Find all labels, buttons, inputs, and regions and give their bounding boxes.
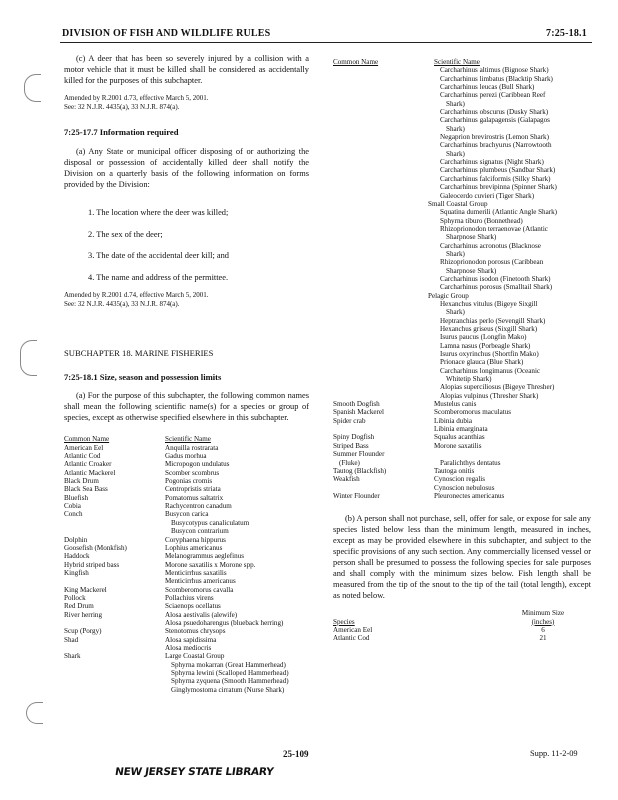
shark-group-label: Pelagic Group (428, 291, 469, 300)
scientific-name-cell: Scomberomorus cavalla (165, 585, 234, 594)
table-row (333, 433, 591, 441)
common-name-cell: Haddock (64, 552, 90, 561)
scientific-name-cell: Centropristis striata (165, 485, 221, 494)
common-name-cell (64, 686, 165, 694)
table-row (64, 602, 309, 610)
scientific-name-cell: Libinia dubia (434, 416, 473, 425)
scientific-name-cell: Scomberomorus maculatus (434, 408, 512, 417)
common-name-cell: Spider crab (333, 416, 366, 425)
section-heading-17-7: 7:25-17.7 Information required (64, 127, 179, 138)
common-name-cell (64, 527, 165, 535)
table-row (64, 544, 309, 552)
species-cell: Atlantic Cod (333, 634, 370, 643)
table-row (64, 561, 309, 569)
shark-group-label: Small Coastal Group (428, 199, 488, 208)
scientific-name-cell (434, 450, 591, 458)
paragraph-17-7-a: (a) Any State or municipal officer disposing of or authorizing the disposal or possession of accidentally killed deer shall notify the Division on a quarterly basis of the following information on forms provided by the Division: (64, 147, 309, 190)
table-row (64, 494, 309, 502)
table-row (333, 450, 591, 458)
table-row (333, 459, 591, 467)
shark-species-line: Rhizoprionodon porosus (Caribbean (440, 258, 544, 267)
shark-species-line: Prionace glauca (Blue Shark) (440, 358, 524, 367)
col-species: Species (333, 617, 355, 626)
scientific-name-cell: Gadus morhua (165, 452, 207, 461)
common-name-cell: (Fluke) (339, 458, 360, 467)
table-row (333, 634, 591, 642)
col-common-name: Common Name (333, 58, 379, 66)
common-name-cell: Dolphin (64, 535, 88, 544)
common-name-cell: Atlantic Cod (64, 452, 101, 461)
table-row (64, 619, 309, 627)
running-header-title: DIVISION OF FISH AND WILDLIFE RULES (62, 28, 271, 39)
shark-species-line: Isurus oxyrinchus (Shortfin Mako) (440, 350, 539, 359)
common-name-cell: Atlantic Mackerel (64, 468, 116, 477)
scientific-name-cell: Sphyrna mokarran (Great Hammerhead) (171, 660, 286, 669)
common-name-cell (333, 425, 434, 433)
common-name-cell: Smooth Dogfish (333, 400, 380, 409)
scientific-name-cell: Mustelus canis (434, 400, 477, 409)
table-row (333, 467, 591, 475)
shark-species-line: Sharpnose Shark) (446, 266, 497, 275)
scientific-name-cell: Alosa aestivalis (alewife) (165, 610, 238, 619)
minimum-size-table (333, 609, 591, 642)
scientific-name-cell: Ginglymostoma cirratum (Nurse Shark) (171, 685, 285, 694)
common-name-cell (64, 577, 165, 585)
common-name-cell (64, 619, 165, 627)
table-row (64, 611, 309, 619)
common-name-cell: Tautog (Blackfish) (333, 466, 387, 475)
shark-species-line: Carcharhinus falciformis (Silky Shark) (440, 174, 551, 183)
library-stamp: NEW JERSEY STATE LIBRARY (114, 766, 275, 778)
size-cell: 21 (539, 634, 547, 643)
scientific-name-cell: Rachycentron canadum (165, 502, 232, 511)
table-row (64, 552, 309, 560)
table-row (64, 627, 309, 635)
common-name-cell: American Eel (64, 443, 104, 452)
species-cell: American Eel (333, 625, 373, 634)
table-row (64, 527, 309, 535)
list-item: 1. The location where the deer was killed; (88, 208, 229, 218)
common-name-cell (333, 484, 434, 492)
scientific-name-cell: Sphyrna lewini (Scalloped Hammerhead) (171, 669, 289, 677)
shark-species-line: Carcharhinus brevipinna (Spinner Shark) (440, 183, 557, 192)
shark-species-line: Carcharhinus signatus (Night Shark) (440, 158, 544, 167)
scientific-name-cell: Busycotypus canaliculatum (171, 518, 250, 527)
common-name-cell: Black Sea Bass (64, 485, 108, 494)
table-row (64, 469, 309, 477)
table-row (64, 577, 309, 585)
shark-species-line: Carcharhinus limbatus (Blacktip Shark) (440, 74, 553, 83)
common-name-cell: Conch (64, 510, 83, 519)
shark-species-line: Shark) (446, 308, 465, 317)
table-row (64, 502, 309, 510)
section-heading-18-1: 7:25-18.1 Size, season and possession limits (64, 372, 222, 383)
common-name-cell: Striped Bass (333, 441, 369, 450)
common-name-cell (64, 661, 165, 669)
supplement-date: Supp. 11-2-09 (530, 749, 578, 758)
table-row (64, 669, 309, 677)
scientific-name-cell: Melanogrammus aeglefinus (165, 552, 244, 561)
shark-species-line: Carcharhinus isodon (Finetooth Shark) (440, 274, 551, 283)
scientific-name-cell: Paralichthys dentatus (440, 458, 501, 467)
shark-species-line: Isurus paucus (Longfin Mako) (440, 333, 527, 342)
table-row (64, 569, 309, 577)
scientific-name-cell: Coryphaena hippurus (165, 535, 226, 544)
size-cell: 6 (541, 625, 545, 634)
scientific-name-cell: Pogonias cromis (165, 477, 213, 486)
col-common-name: Common Name (64, 435, 110, 444)
shark-species-line: Carcharhinus perezi (Caribbean Reef (440, 91, 546, 100)
shark-species-line: Carcharhinus porosus (Smalltail Shark) (440, 283, 553, 292)
scientific-name-cell: Morone saxatilis (434, 441, 482, 450)
table-row (64, 652, 309, 660)
shark-species-line: Carcharhinus acronotus (Blacknose (440, 241, 541, 250)
shark-species-line: Carcharhinus plumbeus (Sandbar Shark) (440, 166, 556, 175)
table-row (333, 425, 591, 433)
list-item: 3. The date of the accidental deer kill; and (88, 251, 229, 261)
table-row (64, 536, 309, 544)
common-name-cell: Shad (64, 635, 79, 644)
table-row (64, 594, 309, 602)
table-row (333, 484, 591, 492)
shark-species-line: Carcharhinus galapagensis (Galapagos (440, 116, 550, 125)
scientific-name-cell: Scomber scombrus (165, 468, 220, 477)
table-row (333, 492, 591, 500)
table-row (64, 677, 309, 685)
shark-species-line: Carcharhinus brachyurus (Narrowtooth (440, 141, 552, 150)
shark-species-line: Hexanchus vitulus (Bigeye Sixgill (440, 299, 538, 308)
col-scientific-name: Scientific Name (434, 58, 480, 66)
shark-species-line: Shark) (446, 99, 465, 108)
col-scientific-name: Scientific Name (165, 435, 211, 444)
scientific-name-cell: Alosa psuedoharengus (blueback herring) (165, 618, 284, 627)
info-list (64, 202, 309, 288)
scientific-name-cell: Busycon contrarium (171, 527, 229, 536)
table-row (64, 686, 309, 694)
left-column (64, 53, 309, 694)
shark-species-line: Whitetip Shark) (446, 375, 492, 384)
table-row (64, 444, 309, 452)
common-name-cell: Weakfish (333, 475, 360, 484)
right-column (333, 58, 591, 643)
amendment-note-1: Amended by R.2001 d.73, effective March 5, 2001. See: 32 N.J.R. 4435(a), 33 N.J.R. 874(a). (64, 94, 209, 111)
paragraph-c: (c) A deer that has been so severely injured by a collision with a motor vehicle that it must be killed shall be considered as accidentally killed for the purposes of this subchapter. (64, 54, 309, 85)
table-row (64, 636, 309, 644)
scientific-name-cell: Menticirrhus saxatilis (165, 568, 227, 577)
shark-species-line: Negaprion brevirostris (Lemon Shark) (440, 133, 549, 142)
scientific-name-cell: Sphyrna zyquena (Smooth Hammerhead) (171, 677, 289, 686)
header-rule (60, 42, 592, 43)
binder-hole-mark (20, 340, 37, 376)
shark-species-line: Carcharhinus leucas (Bull Shark) (440, 83, 535, 92)
table-row (64, 510, 309, 518)
table-row (64, 460, 309, 468)
shark-species-line: Shark) (446, 149, 465, 158)
table-row (64, 477, 309, 485)
common-name-cell: Goosefish (Monkfish) (64, 543, 127, 552)
common-name-cell: River herring (64, 610, 103, 619)
scientific-name-cell: Pleuronectes americanus (434, 491, 505, 500)
common-name-cell: Pollock (64, 593, 86, 602)
scientific-name-cell: Libinia emarginata (434, 425, 488, 434)
amendment-note-2: Amended by R.2001 d.74, effective March 5, 2001. See: 32 N.J.R. 4435(a), 33 N.J.R. 874(a). (64, 291, 209, 308)
common-name-cell: Atlantic Croaker (64, 460, 112, 469)
scientific-name-cell: Morone saxatilis x Morone spp. (165, 560, 256, 569)
table-row (333, 475, 591, 483)
scientific-name-cell: Large Coastal Group (165, 652, 225, 661)
shark-species-line: Shark) (446, 124, 465, 133)
table-row (333, 626, 591, 634)
scientific-name-cell: Pomatomus saltatrix (165, 493, 224, 502)
shark-species-line: Sphyrna tiburo (Bonnethead) (440, 216, 523, 225)
shark-species-line: Heptranchias perlo (Sevengill Shark) (440, 316, 546, 325)
table-row (64, 485, 309, 493)
table-row (64, 661, 309, 669)
scientific-name-cell: Micropogon undulatus (165, 460, 230, 469)
scientific-name-cell: Lophius americanus (165, 543, 223, 552)
paragraph-18-1-a: (a) For the purpose of this subchapter, the following common names shall mean the following scientific name(s) for a species or group of species, except as otherwise specified elsewhere in this subchapter. (64, 391, 309, 423)
shark-species-line: Hexanchus griseus (Sixgill Shark) (440, 325, 538, 333)
common-name-cell: Bluefish (64, 493, 89, 502)
species-table-left (64, 435, 309, 694)
subchapter-heading: SUBCHAPTER 18. MARINE FISHERIES (64, 348, 214, 359)
table-row (64, 586, 309, 594)
common-name-cell: Cobia (64, 502, 81, 511)
table-row (333, 400, 591, 408)
common-name-cell: Black Drum (64, 477, 99, 486)
shark-species-line: Sharpnose Shark) (446, 233, 497, 242)
col-minimum-size: Minimum Size (521, 609, 565, 618)
running-header-section: 7:25-18.1 (546, 28, 587, 39)
shark-species-line: Rhizoprionodon terraenovae (Atlantic (440, 224, 548, 233)
common-name-cell (64, 644, 165, 652)
scientific-name-cell: Squalus acanthias (434, 433, 485, 442)
common-name-cell (64, 669, 165, 677)
shark-species-line: Alopias vulpinus (Thresher Shark) (440, 391, 539, 400)
table-header (333, 58, 591, 66)
list-item: 4. The name and address of the permittee. (88, 272, 229, 282)
shark-species-line: Galeocerdo cuvieri (Tiger Shark) (440, 191, 535, 200)
list-item: 2. The sex of the deer; (88, 229, 163, 239)
common-name-cell: Spanish Mackerel (333, 408, 385, 417)
margin-mark (26, 702, 43, 724)
scientific-name-cell: Tautoga onitis (434, 466, 475, 475)
common-name-cell: Shark (64, 652, 81, 661)
table-row (64, 452, 309, 460)
table-row (64, 644, 309, 652)
page-number: 25-109 (283, 749, 309, 759)
table-row (333, 417, 591, 425)
scientific-name-cell: Stenotomus chrysops (165, 627, 226, 636)
scientific-name-cell: Cynoscion nebulosus (434, 483, 495, 492)
scientific-name-cell: Sciaenops ocellatus (165, 602, 221, 611)
shark-species-line: Shark) (446, 249, 465, 258)
shark-species-line: Carcharhinus altimus (Bignose Shark) (440, 66, 549, 75)
scientific-name-cell: Menticirrhus americanus (165, 577, 236, 586)
scientific-name-cell: Alosa sapidissima (165, 635, 217, 644)
shark-species-line: Alopias superciliosus (Bigeye Thresher) (440, 383, 555, 392)
scientific-name-cell: Anquilla rostrarata (165, 443, 219, 452)
table-row (333, 442, 591, 450)
common-name-cell: Summer Flounder (333, 450, 385, 459)
common-name-cell: Red Drum (64, 602, 94, 611)
common-name-cell (64, 519, 165, 527)
paragraph-b: (b) A person shall not purchase, sell, offer for sale, or expose for sale any species listed below less than the minimum length, measured in inches, except as may be provided elsewhere in this subchapter, and subject to the specific provisions of any such section. Any commercially licensed vessel or person shall be presumed to possess the following species for sale purposes and shall comply with the minimum sizes below. Fish length shall be measured from the tip of the snout to the tip of the tail (total length), except as noted below. (333, 514, 591, 601)
scientific-name-cell: Pollachius virens (165, 593, 214, 602)
scientific-name-cell: Busycon carica (165, 510, 209, 519)
common-name-cell: Scup (Porgy) (64, 627, 102, 636)
common-name-cell (64, 677, 165, 685)
common-name-cell: Hybrid striped bass (64, 560, 120, 569)
table-row (333, 408, 591, 416)
table-row (64, 519, 309, 527)
common-name-cell: Kingfish (64, 568, 89, 577)
scientific-name-cell: Cynoscion regalis (434, 475, 486, 484)
shark-species-line: Carcharhinus longimanus (Oceanic (440, 366, 541, 375)
col-inches: (inches) (531, 617, 555, 626)
shark-species-line: Carcharhinus obscurus (Dusky Shark) (440, 108, 549, 117)
species-table-right (333, 58, 591, 500)
margin-mark (24, 74, 41, 102)
table-header (64, 435, 309, 443)
scientific-name-cell: Alosa mediocris (165, 643, 212, 652)
common-name-cell: King Mackerel (64, 585, 107, 594)
shark-species-line: Lamna nasus (Porbeagle Shark) (440, 341, 531, 350)
shark-species-line: Squatina dumerili (Atlantic Angle Shark) (440, 208, 558, 217)
common-name-cell: Spiny Dogfish (333, 433, 375, 442)
common-name-cell: Winter Flounder (333, 491, 380, 500)
